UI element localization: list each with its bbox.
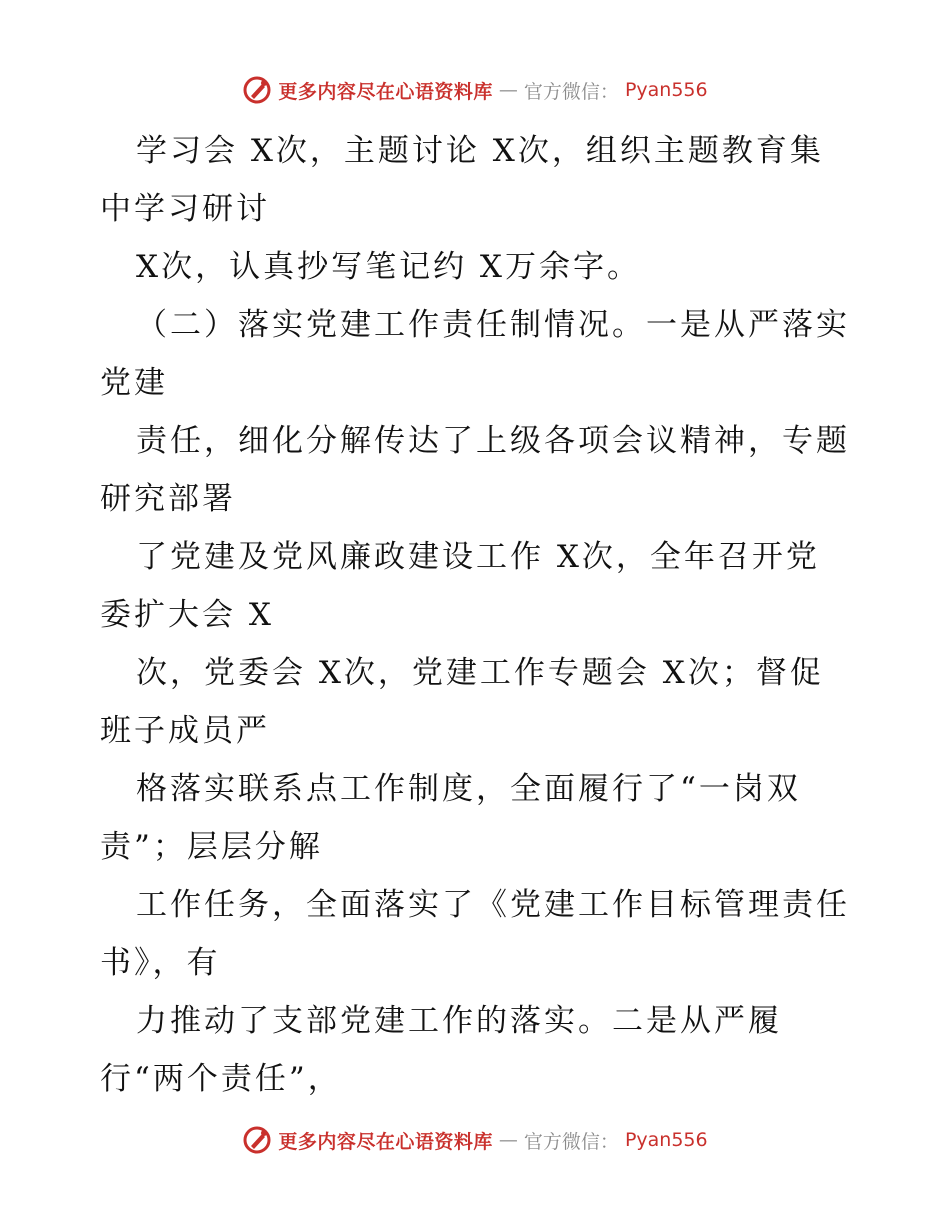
banner-main-text: 更多内容尽在心语资料库 [278,80,493,103]
banner-wechat-label: 官方微信： [523,1130,619,1153]
banner-wechat-handle: Pyan556 [624,1129,708,1151]
text-line: 书》，有 [100,945,221,981]
text-line: X次，认真抄写笔记约 X万余字。 [136,249,641,285]
banner-main-text: 更多内容尽在心语资料库 [278,1130,493,1153]
banner-dash: — [498,1129,518,1151]
footer-banner [0,1120,950,1160]
text-line: 中学习研讨 [100,191,270,227]
text-line: 责任，细化分解传达了上级各项会议精神，专题 [136,423,850,459]
text-line: 责”；层层分解 [100,829,323,865]
banner-wechat-label: 官方微信： [523,80,619,103]
header-banner [0,70,950,110]
text-line: 党建 [100,365,168,401]
text-line: 班子成员严 [100,713,270,749]
text-line: 研究部署 [100,481,236,517]
banner-wechat-handle: Pyan556 [624,79,708,101]
text-line: 行“两个责任”， [100,1061,342,1097]
pen-logo-icon [242,1125,272,1155]
text-line: 格落实联系点工作制度，全面履行了“一岗双 [136,771,801,807]
text-line: 了党建及党风廉政建设工作 X次，全年召开党 [136,539,820,575]
text-line: （二）落实党建工作责任制情况。一是从严落实 [136,307,850,343]
banner-dash: — [498,79,518,101]
text-line: 工作任务，全面落实了《党建工作目标管理责任 [136,887,850,923]
text-line: 委扩大会 X [100,597,274,633]
text-line: 力推动了支部党建工作的落实。二是从严履 [136,1003,782,1039]
text-line: 次，党委会 X次，党建工作专题会 X次；督促 [136,655,824,691]
pen-logo-icon [242,75,272,105]
document-body [100,122,860,1108]
text-line: 学习会 X次，主题讨论 X次，组织主题教育集 [136,133,824,169]
